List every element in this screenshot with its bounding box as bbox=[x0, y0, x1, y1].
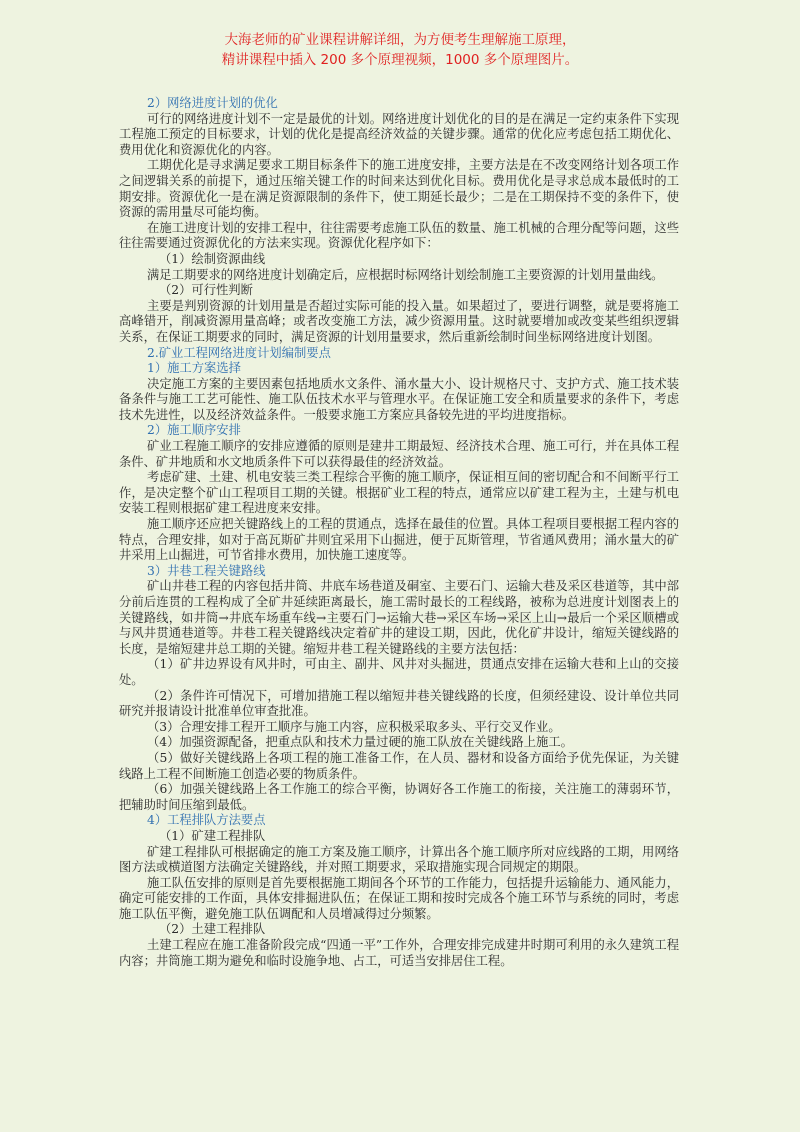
banner-line-2: 精讲课程中插入 200 多个原理视频，1000 多个原理图片。 bbox=[221, 52, 579, 68]
paragraph: 施工队伍安排的原则是首先要根据施工期间各个环节的工作能力，包括提升运输能力、通风能力，确定可能安排的工作面，具体安排掘进队伍；在保证工期和按时完成各个施工环节与系统的同时，考虑施工队伍平衡，避免施工队伍调配和人员增减得过分频繁。 bbox=[119, 875, 679, 921]
paragraph: 在施工进度计划的安排工程中，往往需要考虑施工队伍的数量、施工机械的合理分配等问题，这些往往需要通过资源优化的方法来实现。资源优化程序如下： bbox=[119, 220, 679, 251]
list-item: （2）条件许可情况下，可增加措施工程以缩短井巷关键线路的长度，但须经建设、设计单位共同研究并报请设计批准单位审查批准。 bbox=[119, 688, 679, 719]
list-item: （3）合理安排工程开工顺序与施工内容，应积极采取多头、平行交叉作业。 bbox=[147, 719, 561, 734]
paragraph: 工期优化是寻求满足要求工期目标条件下的施工进度安排，主要方法是在不改变网络计划各项工作之间逻辑关系的前提下，通过压缩关键工作的时间来达到优化目标。费用优化是寻求总成本最低时的工期安排。资源优化一是在满足资源限制的条件下，使工期延长最少；二是在工期保持不变的条件下，使资源的需用量尽可能均衡。 bbox=[119, 158, 679, 220]
paragraph: 考虑矿建、土建、机电安装三类工程综合平衡的施工顺序，保证相互间的密切配合和不间断平行工作，是决定整个矿山工程项目工期的关键。根据矿业工程的特点，通常应以矿建工程为主，土建与机电安装工程则根据矿建工程进度来安排。 bbox=[119, 470, 679, 516]
list-item: （4）加强资源配备，把重点队和技术力量过硬的施工队放在关键线路上施工。 bbox=[147, 735, 573, 750]
paragraph: 矿山井巷工程的内容包括井筒、井底车场巷道及硐室、主要石门、运输大巷及采区巷道等，其中部分前后连贯的工程构成了全矿井延续距离最长，施工需时最长的工程线路，被称为总进度计划图表上的关键路线，如井筒→井底车场重车线→主要石门→运输大巷→采区车场→采区上山→最后一个采区顺槽或与风井贯通巷道等。井巷工程关键路线决定着矿井的建设工期，因此，优化矿井设计，缩短关键线路的长度，是缩短建井总工期的关键。缩短井巷工程关键路线的主要方法包括： bbox=[119, 579, 679, 656]
subheading-mining-works: （1）矿建工程排队 bbox=[159, 828, 266, 843]
promo-banner bbox=[0, 30, 800, 70]
subheading-feasibility: （2）可行性判断 bbox=[159, 283, 253, 298]
heading-critical-path: 3）井巷工程关键路线 bbox=[147, 563, 266, 578]
subheading-resource-curve: （1）绘制资源曲线 bbox=[159, 251, 266, 266]
paragraph: 可行的网络进度计划不一定是最优的计划。网络进度计划优化的目的是在满足一定约束条件下实现工程施工预定的目标要求，计划的优化是提高经济效益的关键步骤。通常的优化应考虑包括工期优化、费用优化和资源优化的内容。 bbox=[119, 111, 679, 157]
list-item: （1）矿井边界设有风井时，可由主、副井、风井对头掘进，贯通点安排在运输大巷和上山的交接处。 bbox=[119, 657, 679, 687]
paragraph: 土建工程应在施工准备阶段完成“四通一平”工作外，合理安排完成建井时期可利用的永久建筑工程内容；井筒施工期为避免和临时设施争地、占工，可适当安排居住工程。 bbox=[119, 938, 679, 968]
list-item: （6）加强关键线路上各工作施工的综合平衡，协调好各工作施工的衔接，关注施工的薄弱环节，把辅助时间压缩到最低。 bbox=[119, 782, 679, 812]
heading-scheme-selection: 1）施工方案选择 bbox=[147, 361, 241, 376]
paragraph: 矿业工程施工顺序的安排应遵循的原则是建井工期最短、经济技术合理、施工可行，并在具体工程条件、矿井地质和水文地质条件下可以获得最佳的经济效益。 bbox=[119, 439, 679, 469]
paragraph: 矿建工程排队可根据确定的施工方案及施工顺序，计算出各个施工顺序所对应线路的工期，用网络图方法或横道图方法确定关键路线，并对照工期要求，采取措施实现合同规定的期限。 bbox=[119, 844, 679, 875]
list-item: （5）做好关键线路上各项工程的施工准备工作，在人员、器材和设备方面给予优先保证，为关键线路上工程不间断施工创造必要的物质条件。 bbox=[119, 750, 679, 781]
heading-network-optimization: 2）网络进度计划的优化 bbox=[147, 96, 278, 110]
paragraph: 施工顺序还应把关键路线上的工程的贯通点，选择在最佳的位置。具体工程项目要根据工程内容的特点，合理安排，如对于高瓦斯矿井则宜采用下山掘进，便于瓦斯管理，节省通风费用；涌水量大的矿井采用上山掘进，可节省排水费用，加快施工速度等。 bbox=[119, 517, 679, 563]
heading-sequence: 2）施工顺序安排 bbox=[147, 423, 241, 438]
paragraph: 满足工期要求的网络进度计划确定后，应根据时标网络计划绘制施工主要资源的计划用量曲线。 bbox=[147, 267, 664, 282]
heading-compilation-points: 2.矿业工程网络进度计划编制要点 bbox=[147, 345, 331, 360]
document-body bbox=[119, 96, 679, 969]
paragraph: 主要是判别资源的计划用量是否超过实际可能的投入量。如果超过了，要进行调整，就是要将施工高峰错开，削减资源用量高峰；或者改变施工方法，减少资源用量。这时就要增加或改变某些组织逻辑关系，在保证工期要求的同时，满足资源的计划用量要求，然后重新绘制时间坐标网络进度计划图。 bbox=[119, 298, 679, 344]
paragraph: 决定施工方案的主要因素包括地质水文条件、涌水量大小、设计规格尺寸、支护方式、施工技术装备条件与施工工艺可能性、施工队伍技术水平与管理水平。在保证施工安全和质量要求的条件下，考虑技术先进性，以及经济效益条件。一般要求施工方案应具备较先进的平均进度指标。 bbox=[119, 376, 679, 422]
heading-team-arrangement: 4）工程排队方法要点 bbox=[147, 813, 266, 828]
subheading-civil-works: （2）土建工程排队 bbox=[159, 922, 266, 937]
banner-line-1: 大海老师的矿业课程讲解详细，为方便考生理解施工原理， bbox=[224, 32, 576, 48]
